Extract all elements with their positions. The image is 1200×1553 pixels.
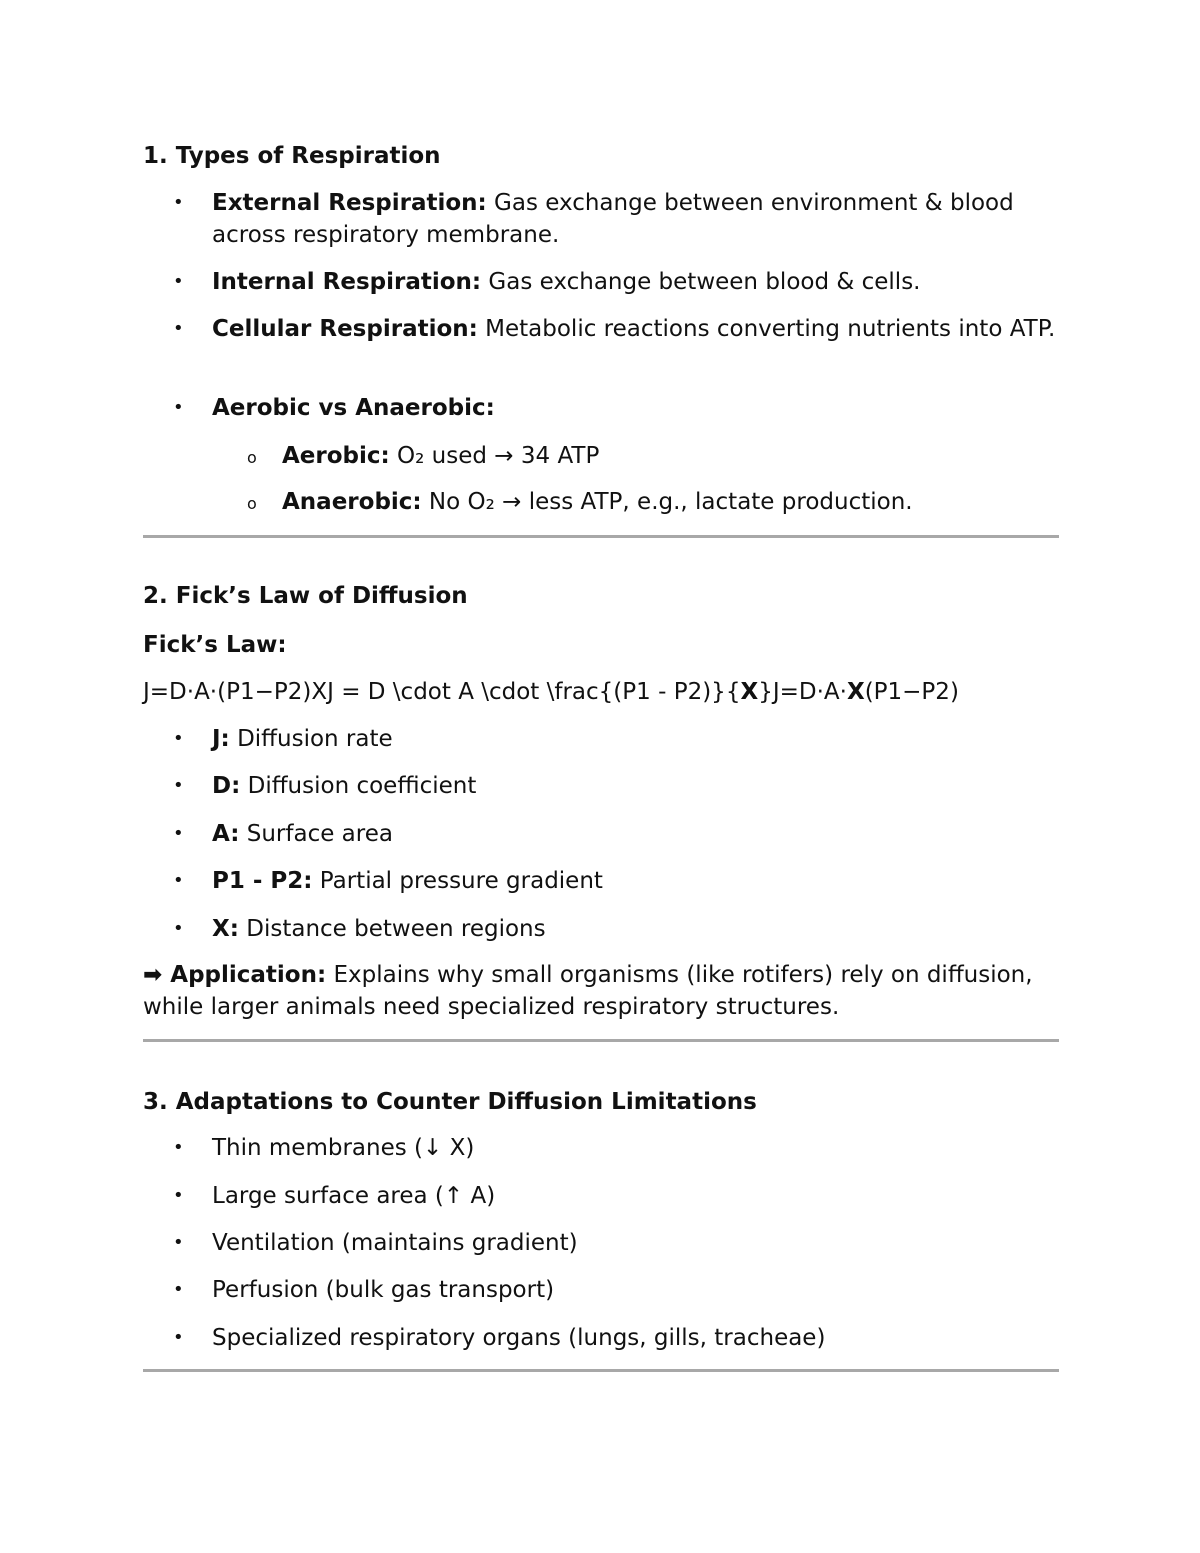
bullet-icon: •: [173, 823, 184, 844]
bullet-icon: •: [173, 271, 184, 292]
bullet-icon: •: [173, 1185, 184, 1206]
term-description: Metabolic reactions converting nutrients into ATP.: [477, 316, 1056, 342]
term-description: No O₂ → less ATP, e.g., lactate production.: [421, 489, 913, 515]
sub-bullet-icon: o: [247, 448, 257, 467]
term-label: Anaerobic:: [282, 489, 422, 515]
term-description: Diffusion coefficient: [240, 773, 477, 799]
formula-text: J=D·A·(P1−P2)XJ = D \cdot A \cdot \frac{(P1 - P2)}{X}J=D·A·X(P1−P2): [143, 679, 959, 705]
bullet-icon: •: [173, 318, 184, 339]
term-label: Cellular Respiration:: [212, 316, 478, 342]
term-label: P1 - P2:: [212, 868, 313, 894]
bullet-icon: •: [173, 397, 184, 418]
section-1-heading: 1. Types of Respiration: [143, 143, 441, 169]
term-description: Diffusion rate: [229, 726, 393, 752]
term-description: Gas exchange between blood & cells.: [481, 269, 921, 295]
sub-bullet-icon: o: [247, 494, 257, 513]
term-label: Internal Respiration:: [212, 269, 482, 295]
term-label: X:: [212, 916, 239, 942]
term-description: O₂ used → 34 ATP: [389, 443, 600, 469]
bullet-icon: •: [173, 775, 184, 796]
application-note: [143, 959, 1059, 1023]
bullet-icon: •: [173, 918, 184, 939]
formula-heading: Fick’s Law:: [143, 632, 287, 658]
section-divider: [143, 1039, 1059, 1042]
section-divider: [143, 535, 1059, 538]
term-label: Aerobic vs Anaerobic:: [212, 395, 495, 421]
term-label: D:: [212, 773, 241, 799]
application-label: ➡ Application:: [143, 962, 327, 988]
term-description: Partial pressure gradient: [312, 868, 603, 894]
section-divider: [143, 1369, 1059, 1372]
bullet-icon: •: [173, 1327, 184, 1348]
term-label: A:: [212, 821, 240, 847]
term-label: External Respiration:: [212, 190, 487, 216]
application-text: Explains why small organisms (like rotifers) rely on diffusion, while larger animals need specialized respiratory structures.: [143, 962, 1033, 1020]
bullet-icon: •: [173, 870, 184, 891]
term-label: Aerobic:: [282, 443, 390, 469]
section-2-heading: 2. Fick’s Law of Diffusion: [143, 583, 468, 609]
bullet-icon: •: [173, 1232, 184, 1253]
term-label: J:: [212, 726, 230, 752]
bullet-icon: •: [173, 192, 184, 213]
bullet-icon: •: [173, 728, 184, 749]
bullet-icon: •: [173, 1137, 184, 1158]
term-description: Gas exchange between environment & blood across respiratory membrane.: [212, 190, 1014, 248]
term-description: Surface area: [239, 821, 393, 847]
section-3-heading: 3. Adaptations to Counter Diffusion Limitations: [143, 1089, 757, 1115]
bullet-icon: •: [173, 1279, 184, 1300]
term-description: Distance between regions: [238, 916, 546, 942]
